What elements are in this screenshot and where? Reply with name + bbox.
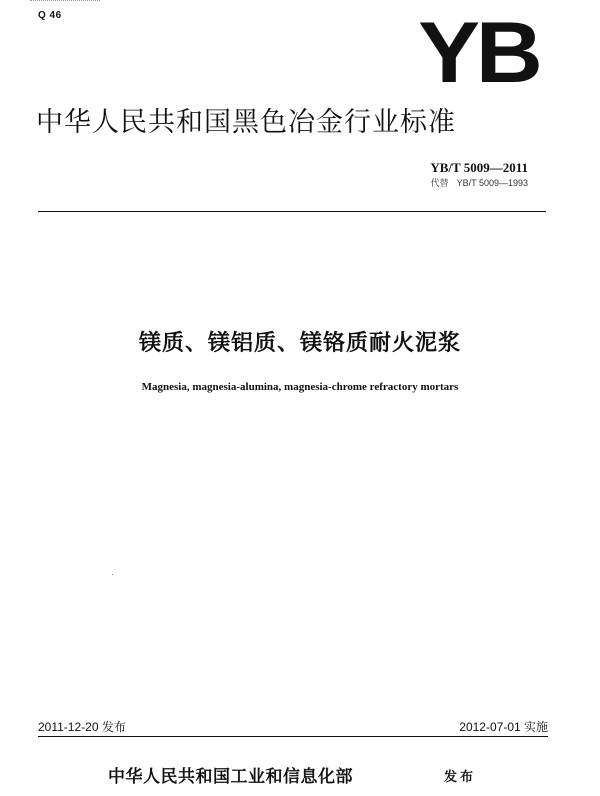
yb-logo: YB: [417, 5, 538, 101]
bottom-divider: [38, 736, 548, 737]
scan-speck: [112, 574, 113, 575]
top-divider: [38, 211, 546, 212]
document-title-english: Magnesia, magnesia-alumina, magnesia-chrome refractory mortars: [141, 381, 459, 393]
standard-authority-title: 中华人民共和国黑色冶金行业标准: [36, 107, 456, 138]
document-title-chinese: 镁质、镁铝质、镁铬质耐火泥浆: [138, 331, 461, 356]
standard-number: YB/T 5009—2011: [430, 160, 528, 175]
implementation-date: 2012-07-01 实施: [459, 720, 548, 734]
replaces-label: 代替: [430, 179, 449, 189]
replaces-line: [431, 176, 528, 189]
issuer-suffix: 发布: [444, 770, 477, 785]
scan-artifact: [30, 0, 100, 3]
classification-code: Q 46: [38, 10, 62, 21]
issue-date: 2011-12-20 发布: [38, 720, 126, 734]
issuing-authority: 中华人民共和国工业和信息化部: [108, 767, 353, 787]
replaces-number: YB/T 5009—1993: [456, 178, 528, 188]
